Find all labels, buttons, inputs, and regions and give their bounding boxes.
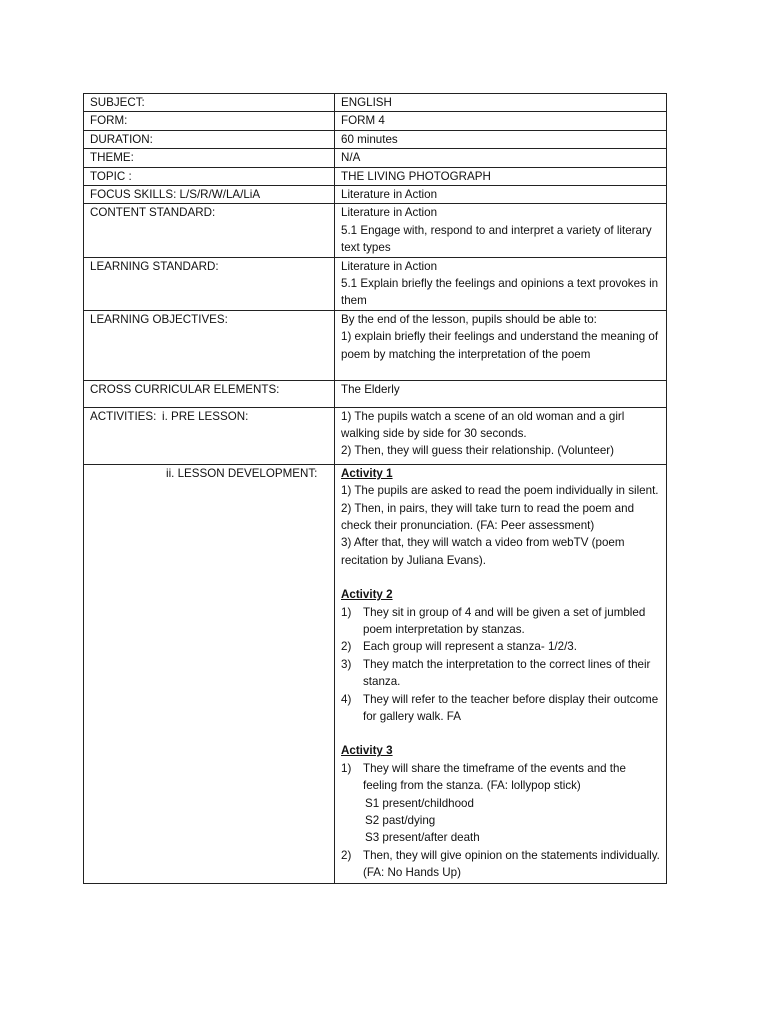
learning-objectives-line2: 1) explain briefly their feelings and understand the meaning of poem by matching the interpretation of the poem (341, 330, 659, 361)
row-content-standard (84, 204, 667, 257)
label-learning-objectives: LEARNING OBJECTIVES: (84, 310, 335, 380)
row-duration (84, 130, 667, 148)
activity1-line2: 2) Then, in pairs, they will take turn to read the poem and check their pronunciation. (FA: Peer assessment) (341, 501, 635, 532)
label-form: FORM: (84, 112, 335, 130)
row-learning-objectives (84, 310, 667, 380)
row-focus-skills (84, 186, 667, 204)
value-theme: N/A (335, 149, 667, 167)
content-standard-line1: Literature in Action (341, 206, 438, 220)
activity3-sub3: S3 present/after death (365, 831, 480, 845)
activity1-title: Activity 1 (341, 466, 393, 480)
value-topic: THE LIVING PHOTOGRAPH (335, 167, 667, 185)
label-cross-curricular: CROSS CURRICULAR ELEMENTS: (84, 381, 335, 407)
list-item: 2) Each group will represent a stanza- 1/2/3. (341, 640, 577, 654)
activity3-list (341, 760, 660, 795)
value-learning-standard (335, 257, 667, 310)
value-subject: ENGLISH (335, 94, 667, 112)
value-form: FORM 4 (335, 112, 667, 130)
label-pre-lesson (84, 407, 335, 464)
label-duration: DURATION: (84, 130, 335, 148)
label-topic: TOPIC : (84, 167, 335, 185)
activities-label: ACTIVITIES: (90, 409, 157, 423)
row-topic (84, 167, 667, 185)
row-learning-standard (84, 257, 667, 310)
activity3-sub2: S2 past/dying (365, 814, 436, 828)
content-standard-line2: 5.1 Engage with, respond to and interpret a variety of literary text types (341, 223, 652, 255)
row-lesson-development (84, 464, 667, 883)
activity1-line3: 3) After that, they will watch a video from webTV (poem recitation by Juliana Evans). (341, 536, 625, 567)
row-theme (84, 149, 667, 167)
row-cross-curricular (84, 381, 667, 407)
activity2-title: Activity 2 (341, 588, 393, 602)
label-subject: SUBJECT: (84, 94, 335, 112)
row-subject (84, 94, 667, 112)
activity2-list (341, 604, 660, 726)
activity3-title: Activity 3 (341, 744, 393, 758)
list-item: 4) They will refer to the teacher before display their outcome for gallery walk. FA (341, 692, 659, 723)
list-item: 2) Then, they will give opinion on the statements individually. (FA: No Hands Up) (341, 848, 660, 880)
learning-standard-line2: 5.1 Explain briefly the feelings and opinions a text provokes in them (341, 277, 659, 308)
row-pre-lesson (84, 407, 667, 464)
learning-objectives-line1: By the end of the lesson, pupils should be able to: (341, 312, 597, 326)
pre-lesson-line2: 2) Then, they will guess their relationship. (Volunteer) (341, 444, 615, 458)
learning-standard-line1: Literature in Action (341, 259, 438, 273)
activity3-sub1: S1 present/childhood (365, 796, 474, 810)
lesson-development-label: ii. LESSON DEVELOPMENT: (166, 466, 318, 480)
label-focus-skills: FOCUS SKILLS: L/S/R/W/LA/LiA (84, 186, 335, 204)
activity1-line1: 1) The pupils are asked to read the poem individually in silent. (341, 484, 659, 498)
list-item: 3) They match the interpretation to the correct lines of their stanza. (341, 657, 651, 689)
list-item: 1) They will share the timeframe of the events and the feeling from the stanza. (FA: lollypop stick) (341, 761, 626, 793)
label-theme: THEME: (84, 149, 335, 167)
value-lesson-development (335, 464, 667, 883)
value-focus-skills: Literature in Action (335, 186, 667, 204)
lesson-plan-table (83, 93, 667, 884)
value-content-standard (335, 204, 667, 257)
value-learning-objectives (335, 310, 667, 380)
label-learning-standard: LEARNING STANDARD: (84, 257, 335, 310)
pre-lesson-line1: 1) The pupils watch a scene of an old woman and a girl walking side by side for 30 seconds. (341, 409, 625, 440)
label-content-standard: CONTENT STANDARD: (84, 204, 335, 257)
value-pre-lesson (335, 407, 667, 464)
row-form (84, 112, 667, 130)
list-item: 1) They sit in group of 4 and will be given a set of jumbled poem interpretation by stanzas. (341, 605, 646, 636)
pre-lesson-label: i. PRE LESSON: (162, 409, 249, 423)
value-duration: 60 minutes (335, 130, 667, 148)
value-cross-curricular: The Elderly (335, 381, 667, 407)
activity3-list-2 (341, 847, 660, 882)
label-lesson-development (84, 464, 335, 883)
